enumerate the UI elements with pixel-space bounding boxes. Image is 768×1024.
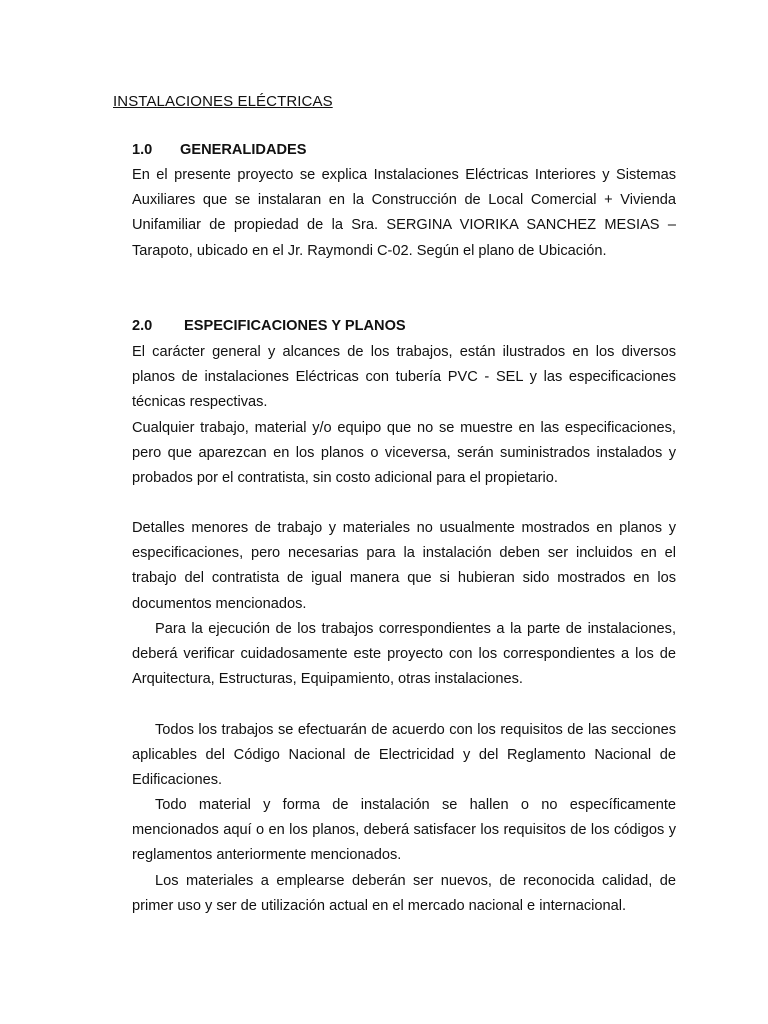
paragraph-requisitos: Todos los trabajos se efectuarán de acuerdo con los requisitos de las secciones aplicables del Código Nacional de Electricidad y del Reglamento Nacional de Edificaciones. — [132, 722, 676, 789]
paragraph-todo-material: Todo material y forma de instalación se hallen o no específicamente mencionados aquí o en los planos, deberá satisfacer los requisitos de los códigos y reglamentos anteriormente mencionados. — [132, 797, 676, 864]
section-heading-especificaciones — [132, 318, 406, 334]
paragraph-generalidades: En el presente proyecto se explica Instalaciones Eléctricas Interiores y Sistemas Auxiliares que se instalaran en la Construcción de Local Comercial + Vivienda Unifamiliar de propiedad de la Sra. SERGINA VIORIKA SANCHEZ MESIAS – Tarapoto, ubicado en el Jr. Raymondi C-02. Según el plano de Ubicación. — [132, 167, 676, 259]
section-number: 1.0 — [132, 142, 153, 158]
section-title: ESPECIFICACIONES Y PLANOS — [184, 318, 406, 334]
paragraph-detalles-menores: Detalles menores de trabajo y materiales no usualmente mostrados en planos y especificaciones, pero necesarias para la instalación deben ser incluidos en el trabajo del contratista de igual manera que si hubieran sido mostrados en los documentos mencionados. — [132, 520, 676, 612]
section-number: 2.0 — [132, 318, 153, 334]
section-title: GENERALIDADES — [180, 142, 307, 158]
paragraph-caracter-general: El carácter general y alcances de los trabajos, están ilustrados en los diversos planos de instalaciones Eléctricas con tubería PVC - SEL y las especificaciones técnicas respectivas. — [132, 344, 676, 411]
paragraph-cualquier-trabajo: Cualquier trabajo, material y/o equipo que no se muestre en las especificaciones, pero que aparezcan en los planos o viceversa, serán suministrados instalados y probados por el contratista, sin costo adicional para el propietario. — [132, 420, 676, 487]
document-title: INSTALACIONES ELÉCTRICAS — [113, 93, 333, 110]
section-heading-generalidades — [132, 142, 307, 158]
paragraph-materiales: Los materiales a emplearse deberán ser nuevos, de reconocida calidad, de primer uso y ser de utilización actual en el mercado nacional e internacional. — [132, 873, 676, 915]
paragraph-ejecucion: Para la ejecución de los trabajos correspondientes a la parte de instalaciones, deberá verificar cuidadosamente este proyecto con los correspondientes a los de Arquitectura, Estructuras, Equipamiento, otras instalaciones. — [132, 621, 676, 688]
